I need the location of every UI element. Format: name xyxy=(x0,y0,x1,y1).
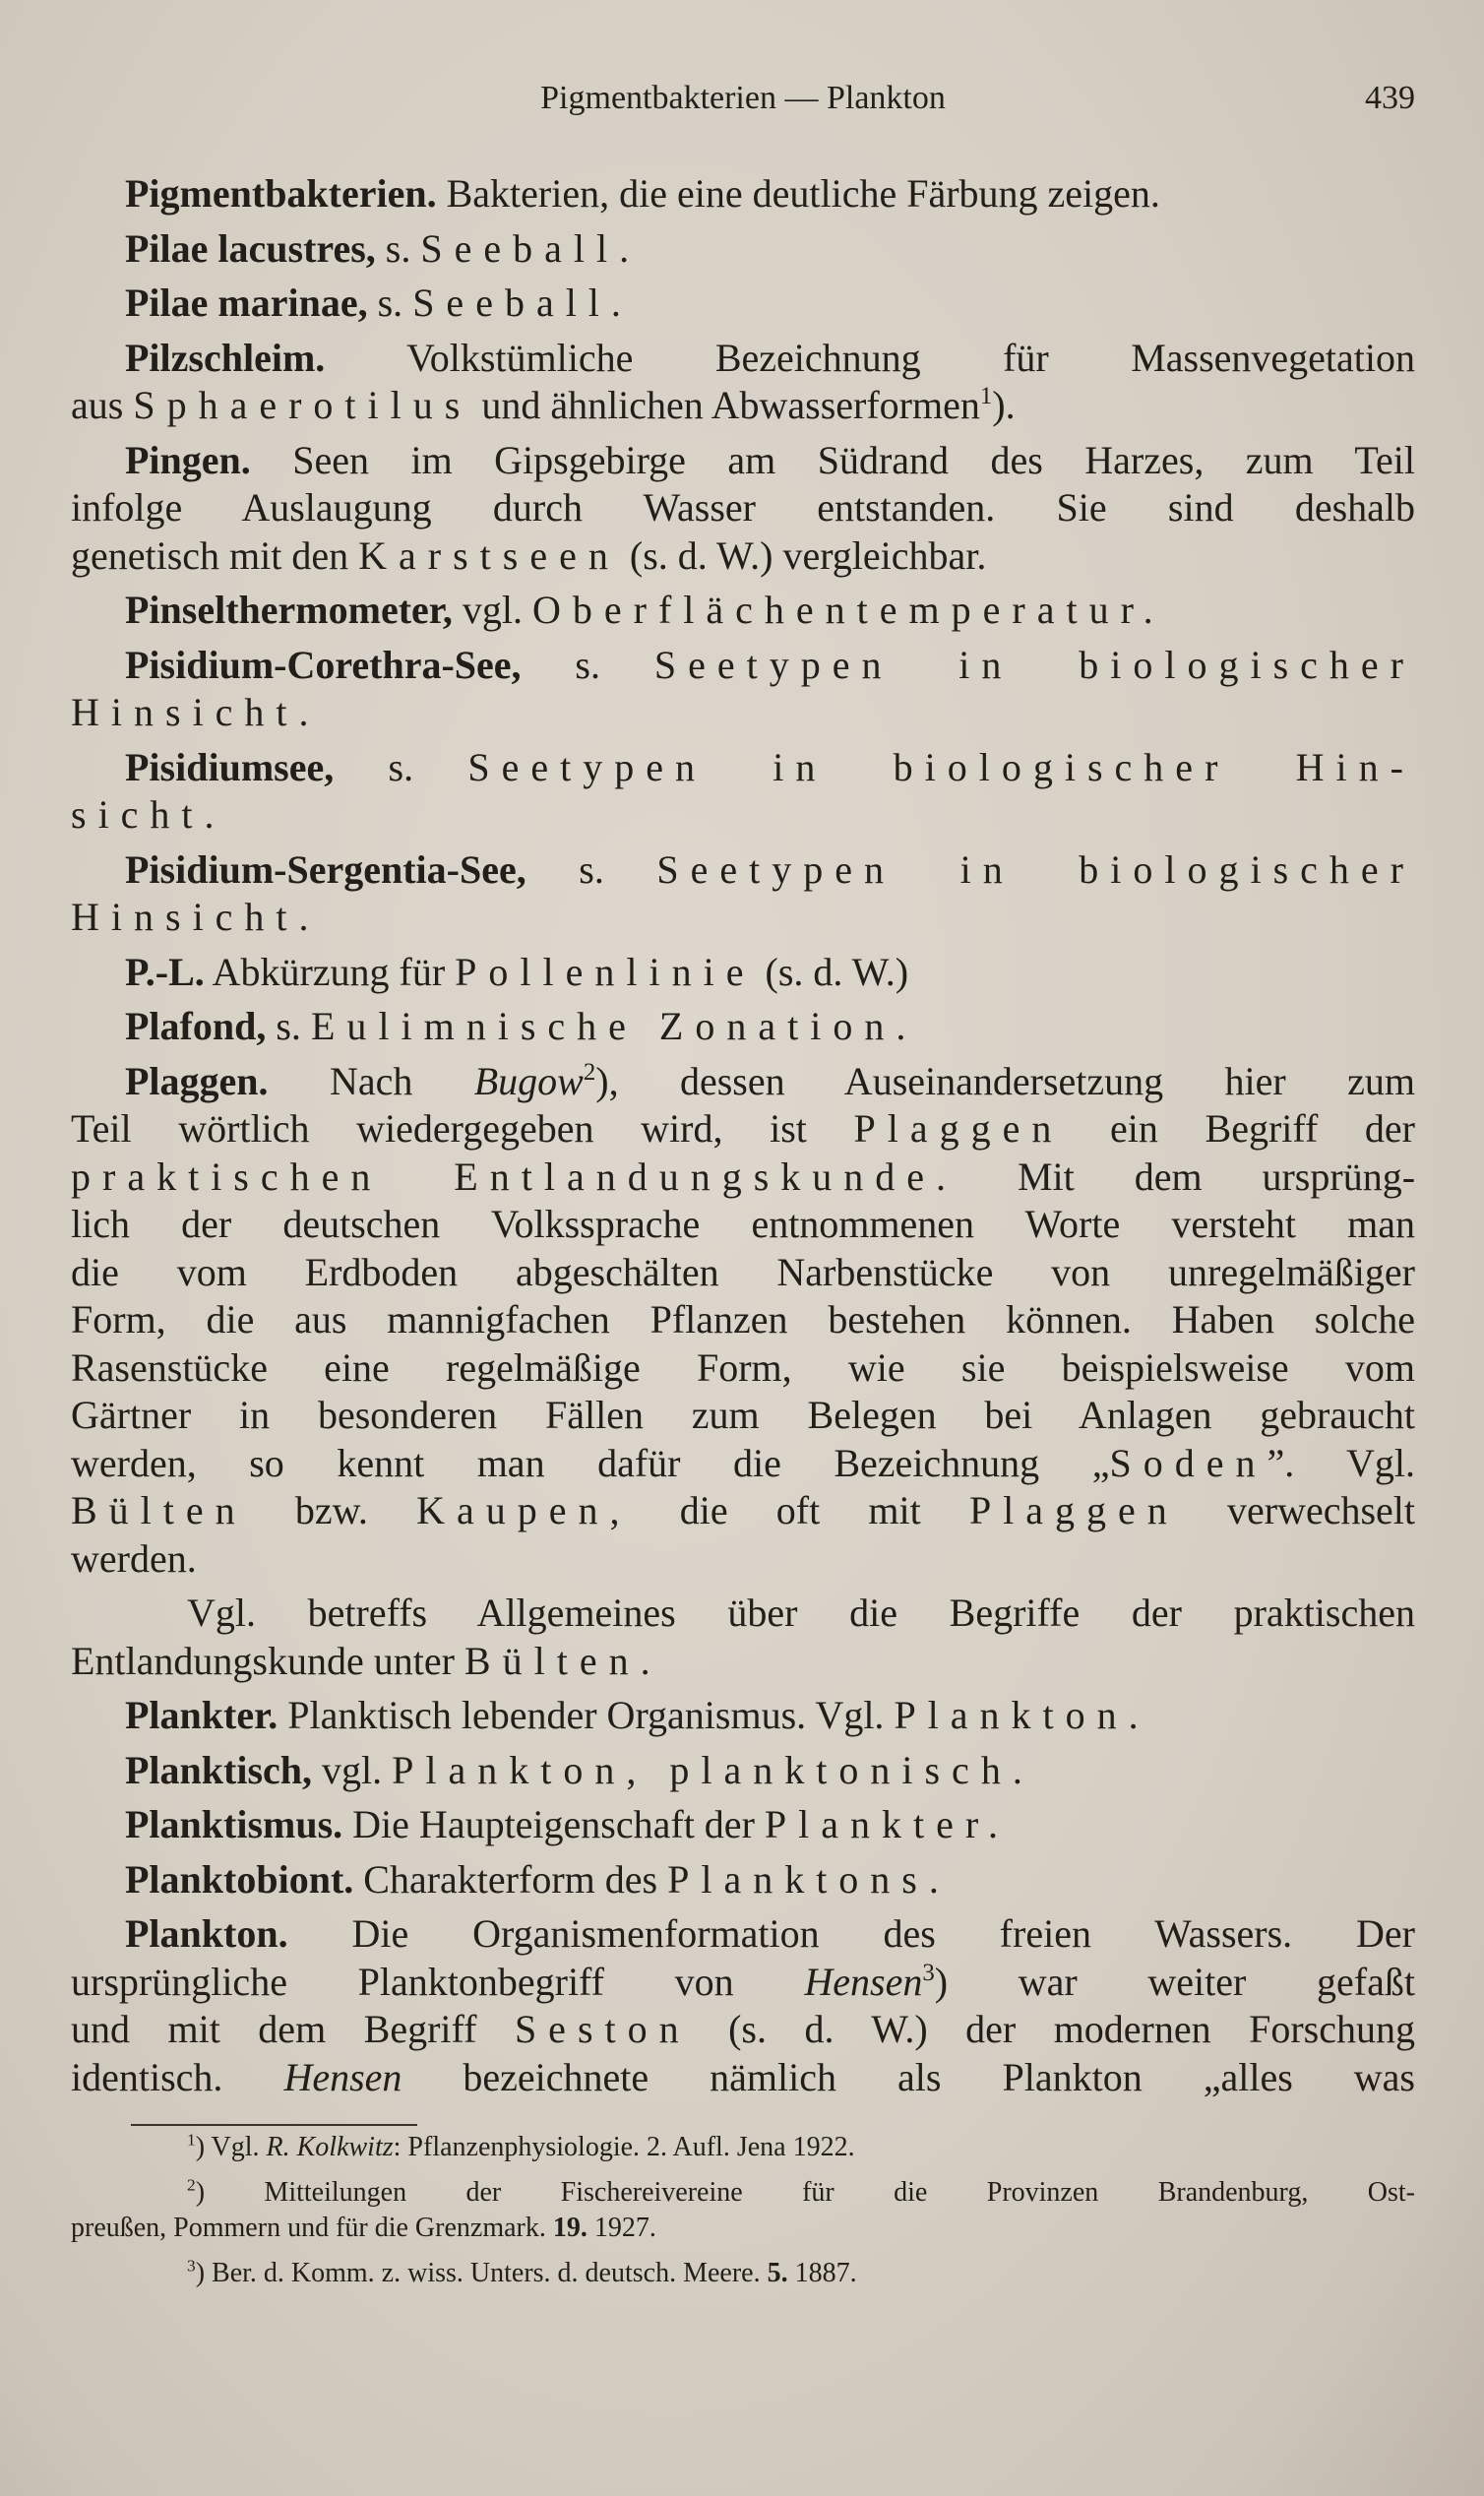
text-line xyxy=(71,484,1415,532)
spaced-emphasis: Bülten xyxy=(71,1488,247,1532)
text-run: s. xyxy=(375,225,421,271)
headword: Planktobiont. xyxy=(125,1856,354,1902)
text-run: Vgl. betreffs Allgemeines über die Begriffe der praktischen xyxy=(187,1591,1415,1635)
text-run: identisch. xyxy=(71,2054,284,2099)
text-line xyxy=(71,170,1415,218)
text-run: infolge Auslaugung durch Wasser entstanden. Sie sind deshalb xyxy=(71,485,1415,530)
text-line xyxy=(71,1201,1415,1249)
spaced-emphasis: Plaggen xyxy=(853,1106,1064,1151)
entry xyxy=(71,225,1415,274)
footnote-ref: 2 xyxy=(187,2175,196,2195)
text-run: genetisch mit den xyxy=(71,532,359,578)
headword: Pilzschleim. xyxy=(125,335,326,380)
entry xyxy=(71,170,1415,218)
text-run: Rasenstücke eine regelmäßige Form, wie sie beispielsweise vom xyxy=(71,1344,1415,1390)
text-run: (s. d. W.) vergleichbar. xyxy=(619,532,987,578)
text-line xyxy=(71,280,1415,328)
text-line xyxy=(71,1154,1415,1202)
entry xyxy=(71,846,1415,942)
text-run: ) war weiter gefaßt xyxy=(934,1959,1415,2004)
italic-name: Hensen xyxy=(283,2054,402,2099)
entry xyxy=(71,1692,1415,1740)
text-line xyxy=(71,532,1415,581)
headword: Plaggen. xyxy=(125,1058,269,1103)
text-run: Planktisch lebender Organismus. Vgl. xyxy=(278,1693,895,1737)
page-number: 439 xyxy=(1365,80,1415,116)
text-line xyxy=(71,1440,1415,1488)
text-run: ). xyxy=(992,383,1016,427)
text-run: und mit dem Begriff xyxy=(71,2007,515,2051)
text-run: Seen im Gipsgebirge am Südrand des Harzes, zum Teil xyxy=(250,437,1415,482)
text-line xyxy=(71,2175,1415,2211)
spaced-emphasis: Plankton, planktonisch. xyxy=(392,1747,1034,1792)
text-line xyxy=(71,2006,1415,2054)
text-run: Bakterien, die eine deutliche Färbung zeigen. xyxy=(436,171,1160,216)
text-run: und ähnlichen Abwasserformen xyxy=(471,383,980,427)
entry xyxy=(71,437,1415,581)
entry xyxy=(71,1910,1415,2101)
text-line xyxy=(71,1856,1415,1904)
footnote-ref: 1 xyxy=(187,2130,196,2150)
text-line xyxy=(71,1296,1415,1344)
footnote xyxy=(71,2256,1415,2291)
headword: Plafond, xyxy=(125,1004,267,1048)
spaced-emphasis: Hinsicht. xyxy=(71,690,321,734)
headword: Pisidiumsee, xyxy=(125,744,335,789)
italic-name: R. Kolkwitz xyxy=(266,2132,394,2162)
text-line xyxy=(71,2211,1415,2246)
spaced-emphasis: Seetypen in biologischer Hin- xyxy=(467,744,1415,789)
spaced-emphasis: praktischen Entlandungskunde. xyxy=(71,1154,958,1199)
text-line xyxy=(71,1801,1415,1849)
headword: Planktisch, xyxy=(125,1747,313,1792)
text-run: s. xyxy=(266,1004,311,1048)
spaced-emphasis: Plaggen xyxy=(968,1488,1179,1532)
text-line xyxy=(71,949,1415,997)
text-line xyxy=(71,744,1415,792)
footnote-ref: 2 xyxy=(583,1058,596,1086)
text-line xyxy=(71,437,1415,485)
text-run: Volkstümliche Bezeichnung für Massenvegetation xyxy=(325,335,1415,380)
text-run: verwechselt xyxy=(1178,1488,1416,1532)
spaced-emphasis: Planktons. xyxy=(667,1856,951,1902)
footnote xyxy=(71,2130,1415,2165)
text-run: s. xyxy=(367,281,413,325)
text-line xyxy=(71,1392,1415,1440)
spaced-emphasis: Hinsicht. xyxy=(71,895,321,939)
text-line xyxy=(71,1249,1415,1297)
spaced-emphasis: Seetypen in biologischer xyxy=(653,642,1415,687)
paragraph xyxy=(71,1590,1415,1685)
text-line xyxy=(71,382,1415,430)
text-run: vgl. xyxy=(312,1747,393,1792)
text-line xyxy=(71,1910,1415,1959)
entry xyxy=(71,949,1415,997)
headword: P.-L. xyxy=(125,949,205,994)
headword: Pilae marinae, xyxy=(125,281,368,325)
text-line xyxy=(71,225,1415,274)
text-run: aus xyxy=(71,383,134,427)
italic-name: Bugow xyxy=(473,1058,584,1103)
text-line xyxy=(71,1692,1415,1740)
entry xyxy=(71,1003,1415,1051)
headword: Pisidium-Sergentia-See, xyxy=(125,846,526,892)
text-line xyxy=(71,2256,1415,2291)
text-run: ) Ber. d. Komm. z. wiss. Unters. d. deutsch. Meere. xyxy=(195,2258,768,2288)
text-line xyxy=(71,1003,1415,1051)
headword: Pisidium-Corethra-See, xyxy=(125,642,522,687)
text-run: lich der deutschen Volkssprache entnommenen Worte versteht man xyxy=(71,1202,1415,1246)
text-run: ), dessen Auseinandersetzung hier zum xyxy=(595,1058,1415,1103)
text-line xyxy=(71,689,1415,737)
entry xyxy=(71,642,1415,737)
spaced-emphasis: Bülten. xyxy=(464,1638,662,1683)
text-line xyxy=(71,335,1415,383)
spaced-emphasis: Soden xyxy=(1109,1440,1268,1485)
text-line xyxy=(71,2054,1415,2102)
spaced-emphasis: Pollenlinie xyxy=(455,949,756,994)
text-run: werden, so kennt man dafür die Bezeichnung „ xyxy=(71,1440,1110,1485)
text-run: preußen, Pommern und für die Grenzmark. xyxy=(71,2213,553,2243)
headword: Pilae lacustres, xyxy=(125,225,376,271)
bold-number: 19. xyxy=(552,2213,587,2243)
spaced-emphasis: Karstseen xyxy=(358,532,620,578)
text-run: Die Organismenformation des freien Wassers. Der xyxy=(287,1911,1415,1956)
text-line xyxy=(71,846,1415,895)
text-run: Mit dem ursprüng- xyxy=(958,1154,1416,1199)
text-run: s. xyxy=(521,642,654,687)
spaced-emphasis: Sphaerotilus xyxy=(133,383,472,427)
spaced-emphasis: Plankton. xyxy=(894,1693,1150,1737)
spaced-emphasis: Seeball. xyxy=(420,225,642,271)
text-run: Abkürzung für xyxy=(204,949,456,994)
entry xyxy=(71,587,1415,635)
text-run: s. xyxy=(334,744,468,789)
text-run: ) Mitteilungen der Fischereivereine für die Provinzen Brandenburg, Ost- xyxy=(195,2177,1415,2208)
entry xyxy=(71,335,1415,430)
text-line xyxy=(71,2130,1415,2165)
text-run: Nach xyxy=(268,1058,474,1103)
text-run: Teil wörtlich wiedergegeben wird, ist xyxy=(71,1106,854,1151)
text-run: vgl. xyxy=(452,588,532,632)
text-run: werden. xyxy=(71,1535,197,1581)
footnote-ref: 1 xyxy=(979,383,993,410)
text-line xyxy=(71,1959,1415,2007)
text-run: die vom Erdboden abgeschälten Narbenstücke von unregelmäßiger xyxy=(71,1249,1415,1294)
entry xyxy=(71,744,1415,840)
spaced-emphasis: Kaupen, xyxy=(416,1488,632,1532)
running-title: Pigmentbakterien — Plankton xyxy=(540,80,946,116)
entry xyxy=(71,280,1415,328)
text-run: die oft mit xyxy=(631,1488,969,1532)
footnote-ref: 3 xyxy=(187,2256,196,2276)
footnote-ref: 3 xyxy=(922,1959,935,1986)
text-line xyxy=(71,1590,1415,1638)
spaced-emphasis: Seetypen in biologischer xyxy=(656,846,1415,892)
running-head xyxy=(71,77,1415,120)
footnotes xyxy=(71,2130,1415,2291)
bold-number: 5. xyxy=(767,2258,788,2288)
text-run: Gärtner in besonderen Fällen zum Belegen bei Anlagen gebraucht xyxy=(71,1393,1415,1437)
spaced-emphasis: Seston xyxy=(514,2007,691,2051)
footnote xyxy=(71,2175,1415,2246)
text-run: ein Begriff der xyxy=(1063,1106,1416,1151)
text-line xyxy=(71,642,1415,690)
spaced-emphasis: Plankter. xyxy=(764,1802,1010,1846)
spaced-emphasis: Oberflächentemperatur. xyxy=(531,588,1165,632)
headword: Pigmentbakterien. xyxy=(125,171,437,216)
spaced-emphasis: sicht. xyxy=(71,792,226,837)
text-line xyxy=(71,791,1415,840)
text-run: Charakterform des xyxy=(353,1856,668,1902)
spaced-emphasis: Seeball. xyxy=(412,281,633,325)
text-run: bzw. xyxy=(246,1488,417,1532)
text-run: Die Haupteigenschaft der xyxy=(342,1802,765,1846)
text-line xyxy=(71,1535,1415,1584)
text-run: (s. d. W.) der modernen Forschung xyxy=(690,2007,1415,2051)
text-run: ursprüngliche Planktonbegriff von xyxy=(71,1959,805,2004)
spaced-emphasis: Eulimnische Zonation. xyxy=(310,1004,918,1048)
text-run: ”. Vgl. xyxy=(1267,1440,1415,1485)
text-run: 1887. xyxy=(787,2258,857,2288)
text-line xyxy=(71,1487,1415,1535)
text-run: Entlandungskunde unter xyxy=(71,1638,464,1683)
text-run: ) Vgl. xyxy=(195,2132,267,2162)
headword: Plankton. xyxy=(125,1911,288,1956)
headword: Plankter. xyxy=(125,1693,278,1737)
text-line xyxy=(71,1747,1415,1795)
text-run: s. xyxy=(526,846,657,892)
text-line xyxy=(71,894,1415,942)
text-line xyxy=(71,1058,1415,1106)
headword: Pingen. xyxy=(125,437,251,482)
text-run: 1927. xyxy=(587,2213,656,2243)
italic-name: Hensen xyxy=(804,1959,923,2004)
entry xyxy=(71,1747,1415,1795)
text-line xyxy=(71,1105,1415,1154)
footnote-rule xyxy=(131,2124,417,2126)
text-run: Form, die aus mannigfachen Pflanzen bestehen können. Haben solche xyxy=(71,1297,1415,1342)
entry xyxy=(71,1856,1415,1904)
entry xyxy=(71,1058,1415,1584)
text-run: (s. d. W.) xyxy=(755,949,909,994)
headword: Planktismus. xyxy=(125,1802,343,1846)
entry xyxy=(71,1801,1415,1849)
text-line xyxy=(71,1638,1415,1686)
text-run: bezeichnete nämlich als Plankton „alles was xyxy=(402,2054,1415,2099)
text-run: : Pflanzenphysiologie. 2. Aufl. Jena 1922. xyxy=(393,2132,855,2162)
text-line xyxy=(71,587,1415,635)
text-line xyxy=(71,1344,1415,1393)
headword: Pinselthermometer, xyxy=(125,588,453,632)
dictionary-entries xyxy=(71,170,1415,2101)
